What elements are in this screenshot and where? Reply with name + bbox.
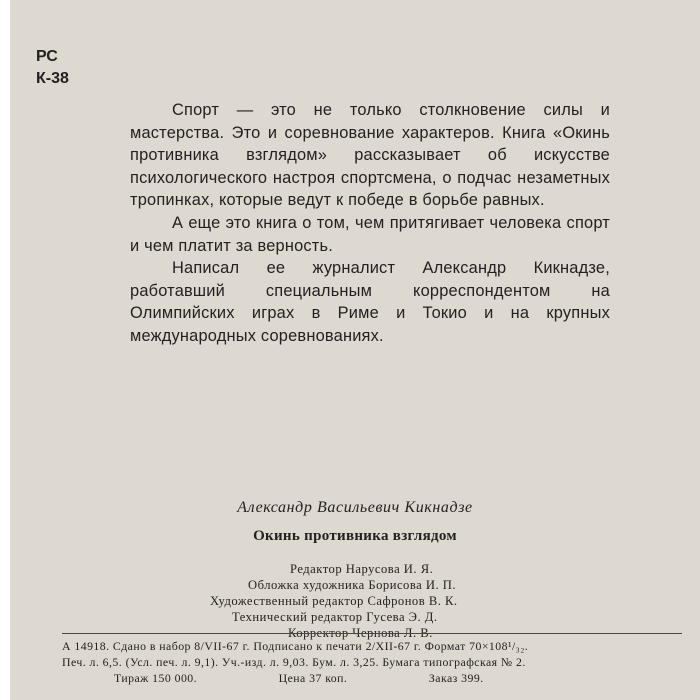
library-index-code: РС <box>36 48 58 65</box>
publication-details <box>62 638 528 686</box>
book-annotation <box>130 99 610 348</box>
editorial-credits <box>210 561 458 641</box>
book-page <box>10 0 700 700</box>
credit-editor: Редактор Нарусова И. Я. <box>290 562 434 576</box>
credit-art-editor: Художественный редактор Сафронов В. К. <box>210 594 458 608</box>
divider-line <box>62 633 682 634</box>
annotation-paragraph-3: Написал ее журналист Александр Кикнадзе, работавший специальным корреспондентом на Олимпийских играх в Риме и Токио и на крупных международных соревнованиях. <box>130 259 610 345</box>
annotation-paragraph-1: Спорт — это не только столкновение силы и мастерства. Это и соревнование характеров. Книга «Окинь противника взглядом» рассказывает об искусстве психологического настроя спортсмена, о подчас незаметных тропинках, которые ведут к победе в борьбе равных. <box>130 101 610 210</box>
publication-line-2: Печ. л. 6,5. (Усл. печ. л. 9,1). Уч.-изд. л. 9,03. Бум. л. 3,25. Бумага типографская № 2. <box>62 655 526 669</box>
author-full-name: Александр Васильевич Кикнадзе <box>237 499 473 516</box>
publication-line-3: Тираж 150 000. Цена 37 коп. Заказ 399. <box>114 671 484 685</box>
credit-technical-editor: Технический редактор Гусева Э. Д. <box>232 610 438 624</box>
publication-line-1: А 14918. Сдано в набор 8/VII-67 г. Подписано к печати 2/XII-67 г. Формат 70×108¹/₃₂. <box>62 639 529 653</box>
author-mark: К-38 <box>36 70 69 87</box>
book-title: Окинь противника взглядом <box>253 528 457 544</box>
credit-cover-artist: Обложка художника Борисова И. П. <box>248 578 456 592</box>
credit-proofreader: Корректор Чернова Л. В. <box>288 626 433 640</box>
cut-off-text-line <box>62 694 682 700</box>
annotation-paragraph-2: А еще это книга о том, чем притягивает человека спорт и чем платит за верность. <box>130 213 610 255</box>
